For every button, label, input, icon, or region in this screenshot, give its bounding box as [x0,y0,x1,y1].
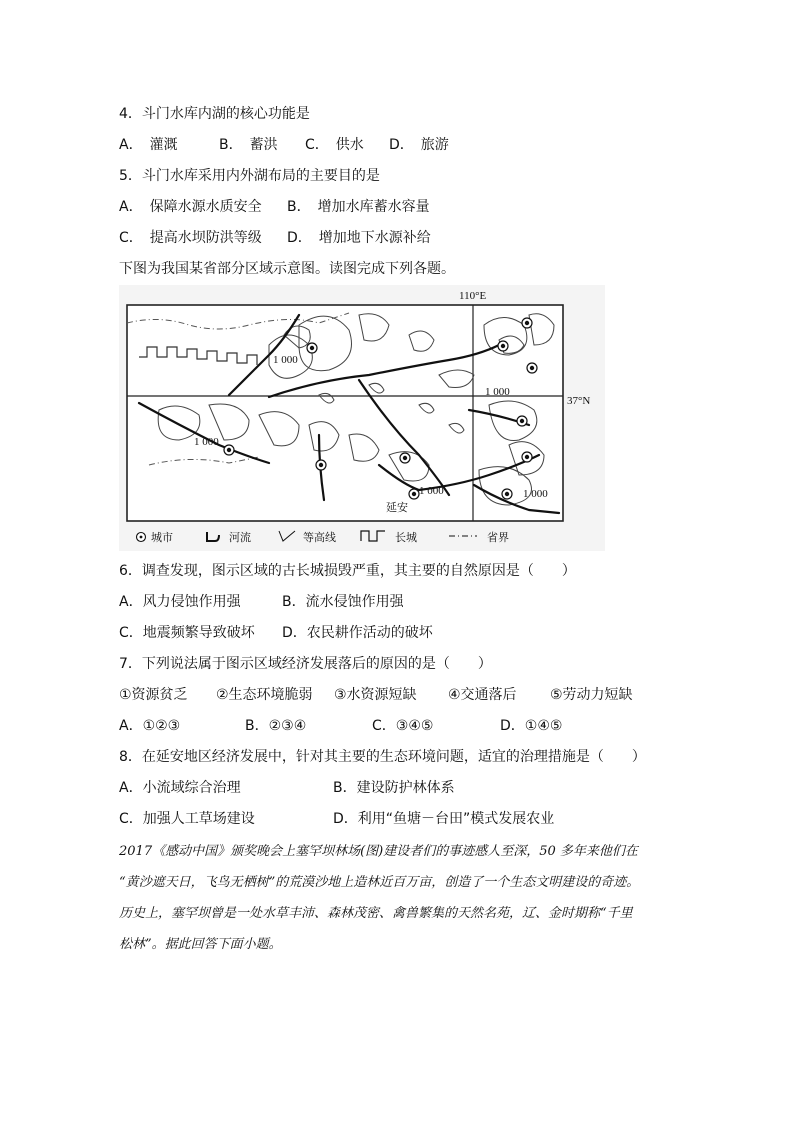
longitude-label: 110°E [459,290,487,302]
q6-options-row1 [119,593,404,611]
q8-options-row2 [119,810,554,828]
q6-options-row2 [119,624,433,642]
contour-label: 1 000 [419,485,444,497]
q8-option-c: C．加强人工草场建设 [119,811,255,827]
contour-label: 1 000 [273,354,298,366]
contour-label: 1 000 [194,436,219,448]
q7-item-3: ③水资源短缺 [334,687,417,703]
q8-option-d: D．利用“鱼塘－台田”模式发展农业 [333,811,555,827]
q5-option-b: B． 增加水库蓄水容量 [287,199,430,215]
region-map [119,285,605,551]
q5-options-row1 [119,198,430,216]
q6-option-b: B．流水侵蚀作用强 [282,594,404,610]
q5-option-c: C． 提高水坝防洪等级 [119,230,262,246]
legend-city-label: 城市 [151,532,173,544]
q7-option-d: D．①④⑤ [500,718,563,734]
q7-items [119,686,633,704]
q4-option-a: A． 灌溉 [119,137,178,153]
q6-stem: 6．调查发现，图示区域的古长城损毁严重，其主要的自然原因是（ ） [119,563,576,579]
q7-stem: 7．下列说法属于图示区域经济发展落后的原因的是（ ） [119,656,492,672]
legend-river-label: 河流 [229,532,251,544]
q5-options-row2 [119,229,431,247]
q7-options [119,717,562,735]
q7-item-1: ①资源贫乏 [119,687,188,703]
q4-option-d: D． 旅游 [389,137,449,153]
q8-stem: 8．在延安地区经济发展中，针对其主要的生态环境问题，适宜的治理措施是（ ） [119,749,646,765]
q7-option-c: C．③④⑤ [372,718,434,734]
passage-line-4: 松林”。据此回答下面小题。 [119,937,282,952]
q5-stem: 5．斗门水库采用内外湖布局的主要目的是 [119,168,380,184]
passage-line-3: 历史上，塞罕坝曾是一处水草丰沛、森林茂密、禽兽繁集的天然名苑，辽、金时期称“千里 [119,906,633,921]
q8-option-a: A．小流域综合治理 [119,780,241,796]
passage-line-2: “黄沙遮天日，飞鸟无栖树”的荒漠沙地上造林近百万亩，创造了一个生态文明建设的奇迹。 [119,875,640,890]
q6-option-c: C．地震频繁导致破坏 [119,625,255,641]
contour-label: 1 000 [523,488,548,500]
latitude-label: 37°N [567,395,591,407]
q4-option-c: C． 供水 [305,137,364,153]
q6-option-d: D．农民耕作活动的破坏 [282,625,433,641]
q4-options [119,136,449,154]
q7-option-a: A．①②③ [119,718,181,734]
q8-options-row1 [119,779,455,797]
q8-option-b: B．建设防护林体系 [333,780,455,796]
city-label-yanan: 延安 [386,502,408,514]
map-frame [127,305,563,521]
legend-wall-label: 长城 [395,532,417,544]
q5-option-a: A． 保障水源水质安全 [119,199,262,215]
map-intro: 下图为我国某省部分区域示意图。读图完成下列各题。 [119,261,455,277]
q5-option-d: D． 增加地下水源补给 [287,230,431,246]
passage-line-1: 2017《感动中国》颁奖晚会上塞罕坝林场(图)建设者们的事迹感人至深，50 多年来他们在 [119,844,638,859]
legend-boundary-label: 省界 [487,532,509,544]
q7-item-4: ④交通落后 [448,687,517,703]
q6-option-a: A．风力侵蚀作用强 [119,594,241,610]
q4-stem: 4．斗门水库内湖的核心功能是 [119,106,310,122]
legend-contour-label: 等高线 [303,532,336,544]
contour-label: 1 000 [485,386,510,398]
q7-item-2: ②生态环境脆弱 [216,687,313,703]
q7-option-b: B．②③④ [245,718,307,734]
q4-option-b: B． 蓄洪 [219,137,278,153]
q7-item-5: ⑤劳动力短缺 [550,687,633,703]
